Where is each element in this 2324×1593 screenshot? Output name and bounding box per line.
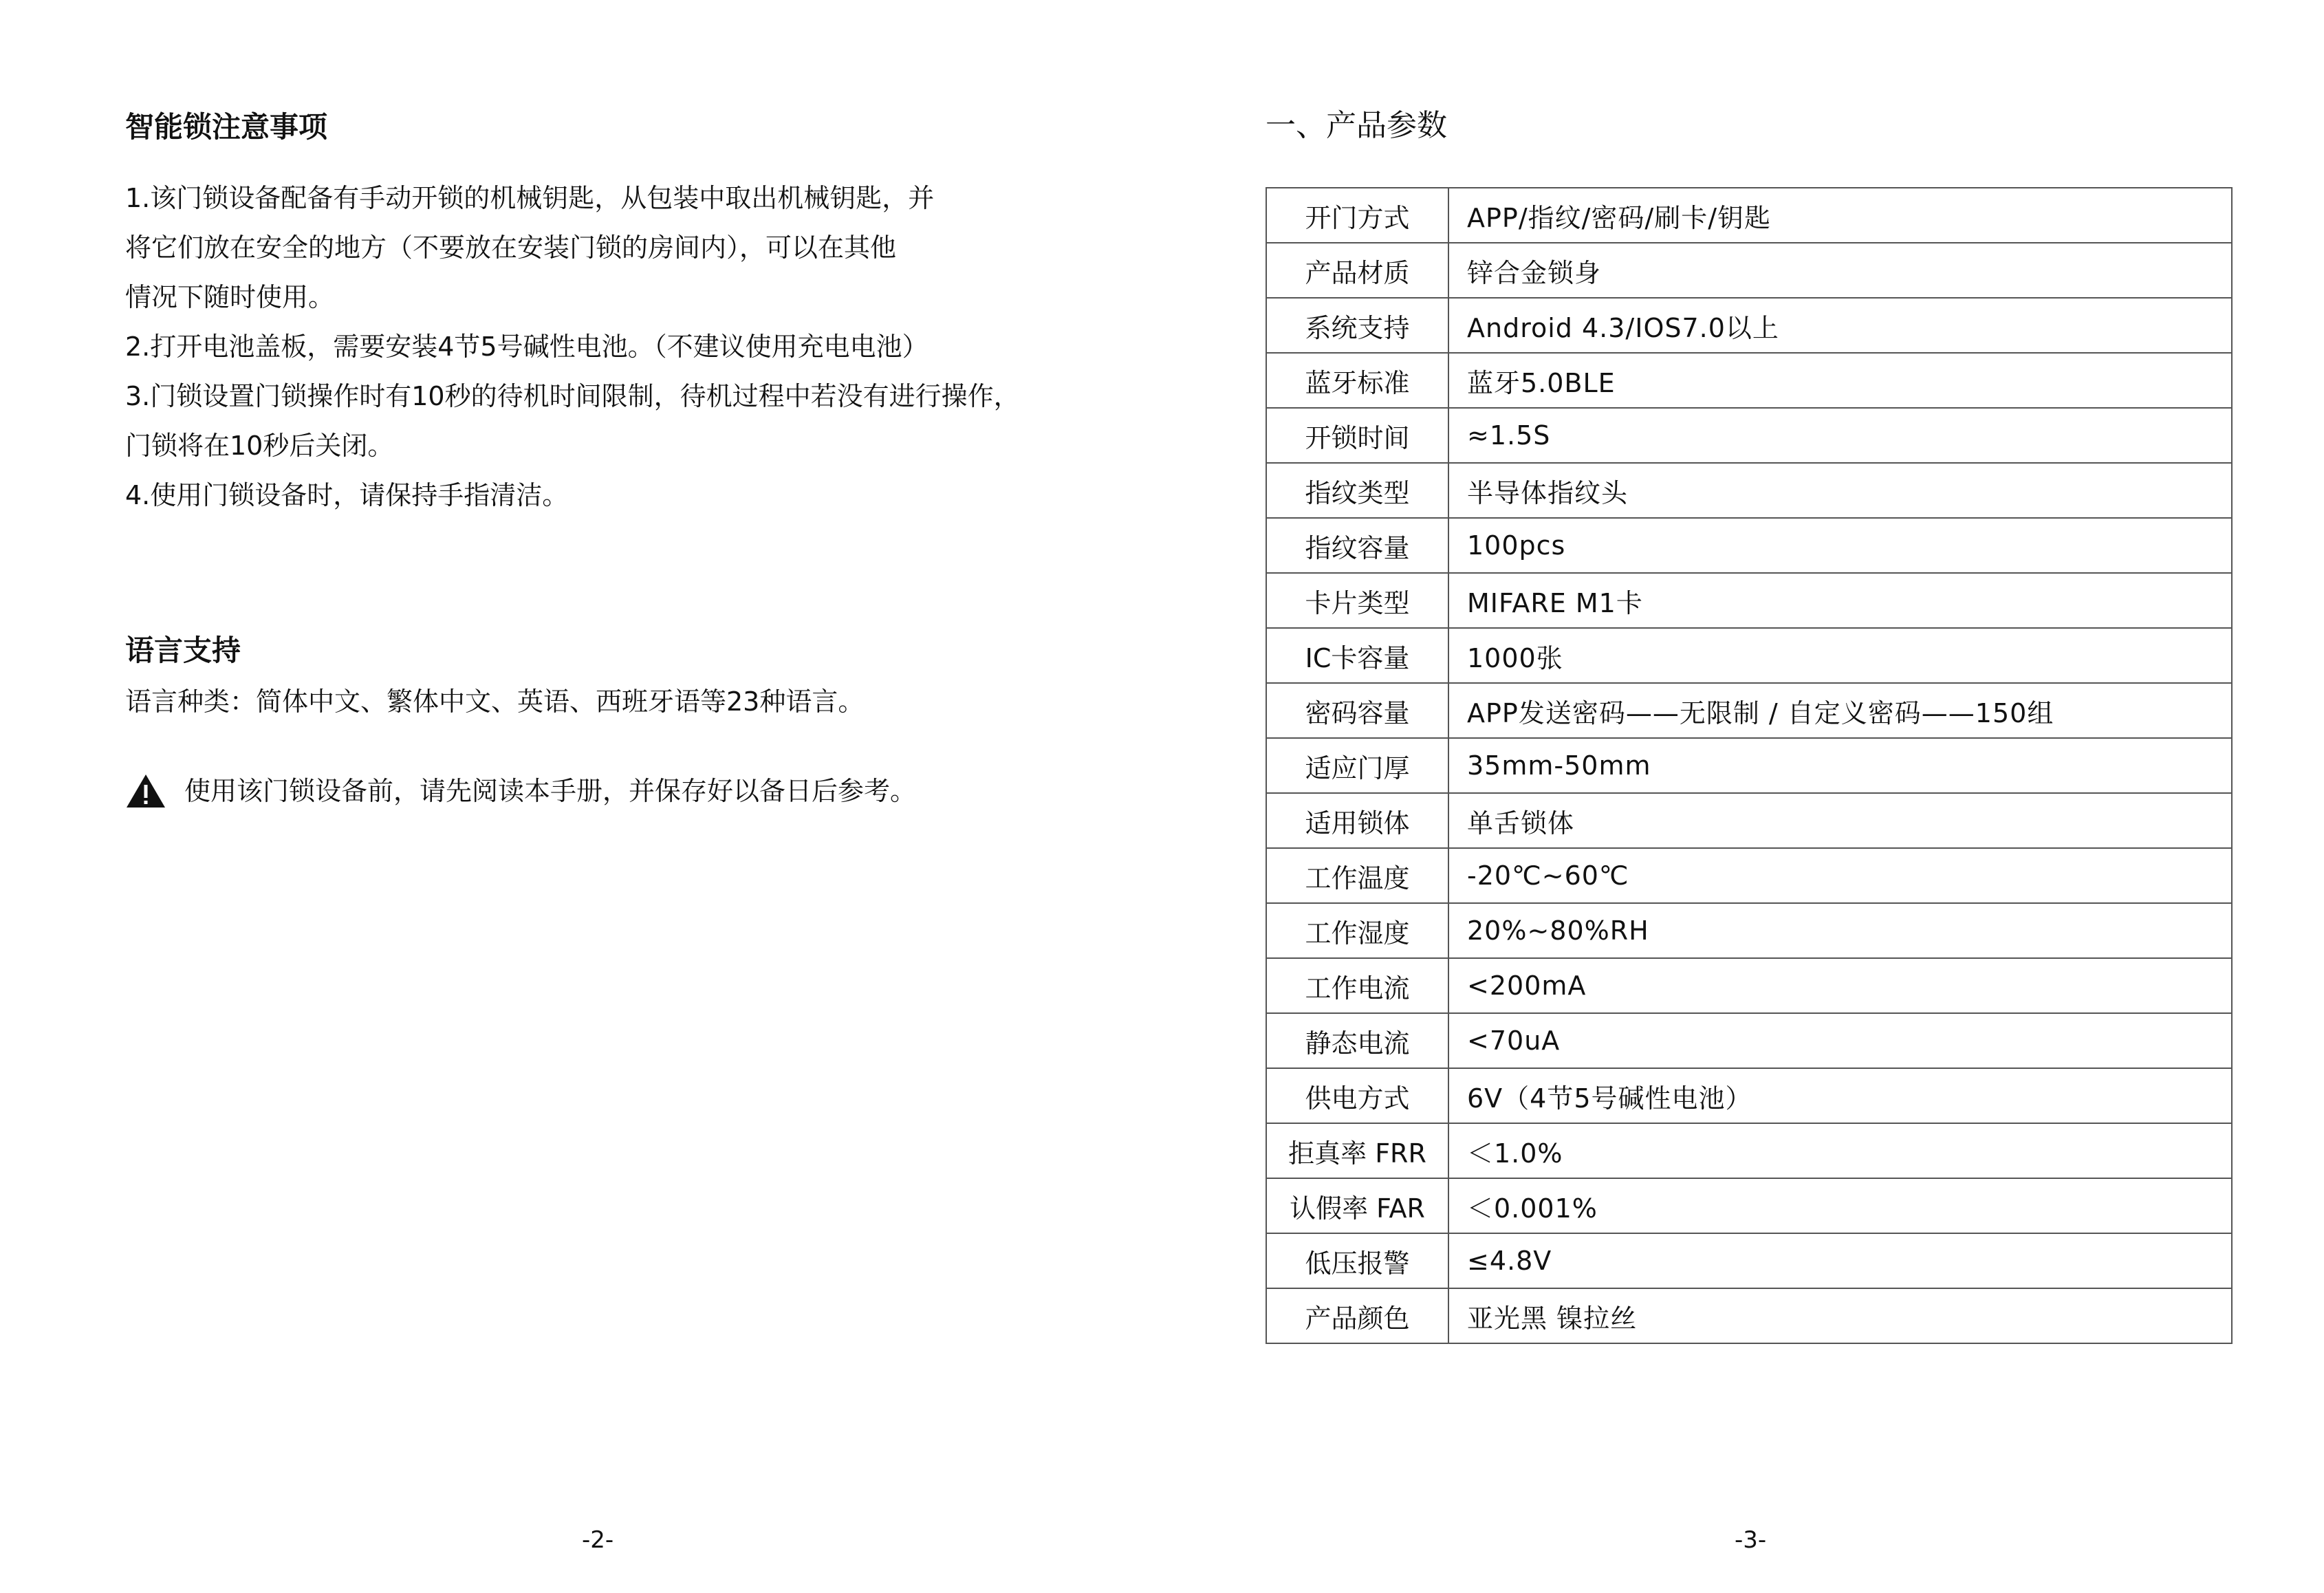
spec-key: 适应门厚 bbox=[1266, 738, 1448, 793]
table-row bbox=[1266, 1178, 2232, 1233]
spec-key: 指纹类型 bbox=[1266, 463, 1448, 518]
spec-key: 密码容量 bbox=[1266, 683, 1448, 738]
spec-value: 1000张 bbox=[1448, 628, 2232, 683]
table-row bbox=[1266, 573, 2232, 628]
notice-line: 3.门锁设置门锁操作时有10秒的待机时间限制，待机过程中若没有进行操作， bbox=[125, 381, 1020, 411]
notice-line: 1.该门锁设备配备有手动开锁的机械钥匙，从包装中取出机械钥匙，并 bbox=[125, 183, 935, 213]
table-row bbox=[1266, 408, 2232, 463]
spec-key: 开门方式 bbox=[1266, 188, 1448, 243]
table-row bbox=[1266, 958, 2232, 1013]
spec-value: Android 4.3/IOS7.0以上 bbox=[1448, 298, 2232, 353]
spec-key: 工作电流 bbox=[1266, 958, 1448, 1013]
table-row bbox=[1266, 1233, 2232, 1288]
spec-key: 蓝牙标准 bbox=[1266, 353, 1448, 408]
section-title: 一、产品参数 bbox=[1266, 108, 1447, 143]
spec-key: 认假率 FAR bbox=[1266, 1178, 1448, 1233]
table-row bbox=[1266, 848, 2232, 903]
spec-value: APP/指纹/密码/刷卡/钥匙 bbox=[1448, 188, 2232, 243]
spec-value: ＜0.001% bbox=[1448, 1178, 2232, 1233]
notice-line: 情况下随时使用。 bbox=[125, 282, 335, 312]
table-row bbox=[1266, 1013, 2232, 1068]
spec-key: 产品颜色 bbox=[1266, 1288, 1448, 1343]
spec-key: 低压报警 bbox=[1266, 1233, 1448, 1288]
table-row bbox=[1266, 243, 2232, 298]
notice-title: 智能锁注意事项 bbox=[125, 110, 328, 144]
table-row bbox=[1266, 683, 2232, 738]
table-row bbox=[1266, 1068, 2232, 1123]
spec-key: IC卡容量 bbox=[1266, 628, 1448, 683]
spec-value: 100pcs bbox=[1448, 518, 2232, 573]
notice-list bbox=[125, 173, 1040, 520]
spec-value: 20%~80%RH bbox=[1448, 903, 2232, 958]
spec-value: 半导体指纹头 bbox=[1448, 463, 2232, 518]
spec-value: ≈1.5S bbox=[1448, 408, 2232, 463]
spec-value: 35mm-50mm bbox=[1448, 738, 2232, 793]
spec-key: 指纹容量 bbox=[1266, 518, 1448, 573]
table-row bbox=[1266, 188, 2232, 243]
spec-value: <200mA bbox=[1448, 958, 2232, 1013]
table-row bbox=[1266, 1288, 2232, 1343]
spec-value: ＜1.0% bbox=[1448, 1123, 2232, 1178]
page-number: -3- bbox=[1735, 1526, 1767, 1554]
table-row bbox=[1266, 353, 2232, 408]
spec-key: 工作湿度 bbox=[1266, 903, 1448, 958]
warning-triangle-icon bbox=[125, 773, 166, 809]
table-row bbox=[1266, 903, 2232, 958]
spec-value: 单舌锁体 bbox=[1448, 793, 2232, 848]
spec-key: 产品材质 bbox=[1266, 243, 1448, 298]
spec-key: 卡片类型 bbox=[1266, 573, 1448, 628]
spec-value: APP发送密码——无限制 / 自定义密码——150组 bbox=[1448, 683, 2232, 738]
right-page bbox=[1162, 0, 2324, 1593]
table-row bbox=[1266, 738, 2232, 793]
page-number: -2- bbox=[582, 1526, 614, 1554]
spec-key: 系统支持 bbox=[1266, 298, 1448, 353]
spec-value: 6V（4节5号碱性电池） bbox=[1448, 1068, 2232, 1123]
spec-value: -20℃~60℃ bbox=[1448, 848, 2232, 903]
table-row bbox=[1266, 628, 2232, 683]
table-row bbox=[1266, 298, 2232, 353]
spec-key: 拒真率 FRR bbox=[1266, 1123, 1448, 1178]
spec-key: 工作温度 bbox=[1266, 848, 1448, 903]
spec-value: 蓝牙5.0BLE bbox=[1448, 353, 2232, 408]
table-row bbox=[1266, 1123, 2232, 1178]
warning-note bbox=[125, 770, 916, 812]
spec-key: 适用锁体 bbox=[1266, 793, 1448, 848]
notice-line: 4.使用门锁设备时，请保持手指清洁。 bbox=[125, 480, 569, 510]
spec-key: 静态电流 bbox=[1266, 1013, 1448, 1068]
spec-value: 锌合金锁身 bbox=[1448, 243, 2232, 298]
table-row bbox=[1266, 463, 2232, 518]
notice-line: 2.打开电池盖板，需要安装4节5号碱性电池。（不建议使用充电电池） bbox=[125, 332, 928, 362]
language-title: 语言支持 bbox=[125, 633, 241, 667]
warning-text: 使用该门锁设备前，请先阅读本手册，并保存好以备日后参考。 bbox=[184, 776, 917, 806]
notice-line: 门锁将在10秒后关闭。 bbox=[125, 431, 394, 461]
spec-key: 供电方式 bbox=[1266, 1068, 1448, 1123]
spec-table bbox=[1266, 187, 2233, 1344]
spec-value: ≤4.8V bbox=[1448, 1233, 2232, 1288]
language-text: 语言种类：简体中文、繁体中文、英语、西班牙语等23种语言。 bbox=[125, 686, 865, 717]
table-row bbox=[1266, 518, 2232, 573]
table-row bbox=[1266, 793, 2232, 848]
spec-value: <70uA bbox=[1448, 1013, 2232, 1068]
spec-value: MIFARE M1卡 bbox=[1448, 573, 2232, 628]
notice-line: 将它们放在安全的地方（不要放在安装门锁的房间内），可以在其他 bbox=[125, 232, 897, 263]
spec-value: 亚光黑 镍拉丝 bbox=[1448, 1288, 2232, 1343]
spec-key: 开锁时间 bbox=[1266, 408, 1448, 463]
